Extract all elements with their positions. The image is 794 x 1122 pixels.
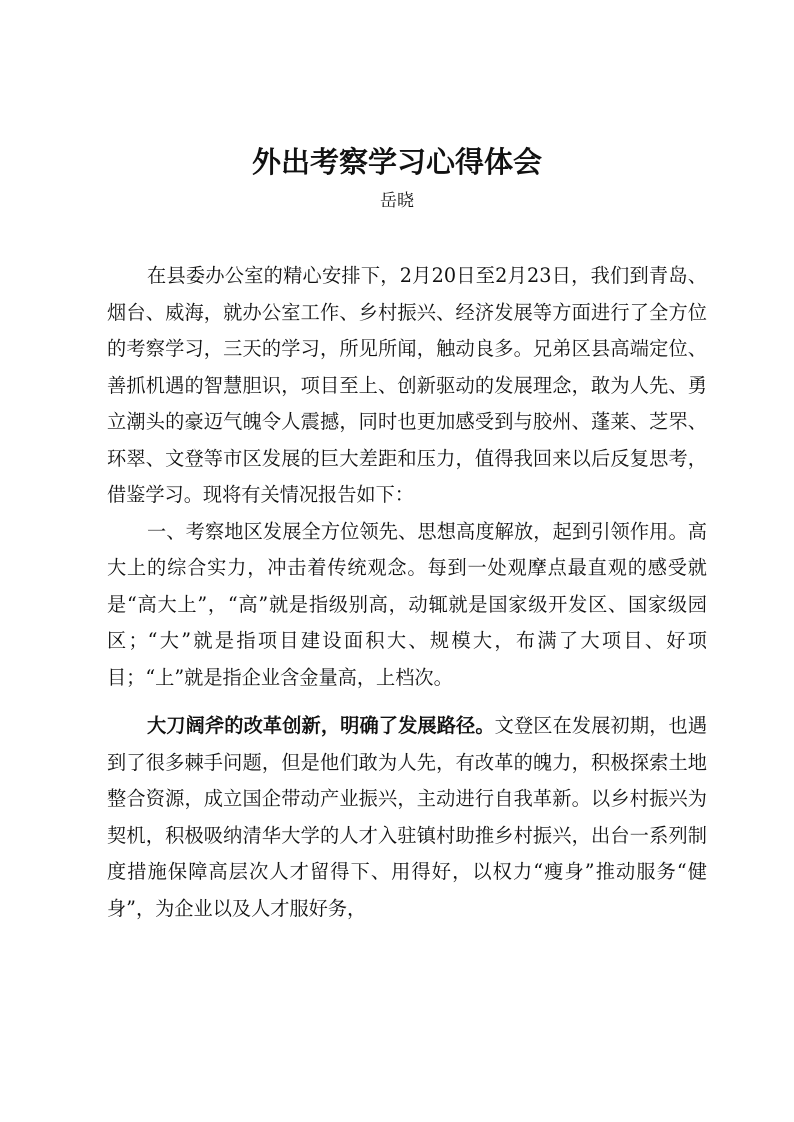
- paragraph-3-text: 文登区在发展初期，也遇到了很多棘手问题，但是他们敢为人先，有改革的魄力，积极探索土地整合资源，成立国企带动产业振兴，主动进行自我革新。以乡村振兴为契机，积极吸纳清华大学的人才入驻镇村助推乡村振兴，出台一系列制度措施保障高层次人才留得下、用得好，以权力“瘦身”推动服务“健身”，为企业以及人才服好务，: [107, 714, 708, 920]
- paragraph-1: [107, 258, 707, 514]
- paragraph-3: [107, 708, 707, 927]
- document-body: [107, 258, 707, 927]
- paragraph-2: [107, 514, 707, 697]
- document-title: 外出考察学习心得体会: [251, 145, 542, 179]
- paragraph-2-text: 一、考察地区发展全方位领先、思想高度解放，起到引领作用。高大上的综合实力，冲击着传统观念。每到一处观摩点最直观的感受就是“高大上”，“高”就是指级别高，动辄就是国家级开发区、国家级园区；“大”就是指项目建设面积大、规模大，布满了大项目、好项目；“上”就是指企业含金量高，上档次。: [107, 519, 707, 689]
- paragraph-3-lead: 大刀阔斧的改革创新，明确了发展路径。: [147, 714, 495, 737]
- paragraph-1-text: 在县委办公室的精心安排下，2月20日至2月23日，我们到青岛、烟台、威海，就办公室工作、乡村振兴、经济发展等方面进行了全方位的考察学习，三天的学习，所见所闻，触动良多。兄弟区县高端定位、善抓机遇的智慧胆识，项目至上、创新驱动的发展理念，敢为人先、勇立潮头的豪迈气魄令人震撼，同时也更加感受到与胶州、蓬莱、芝罘、环翠、文登等市区发展的巨大差距和压力，值得我回来以后反复思考，借鉴学习。现将有关情况报告如下：: [107, 264, 707, 506]
- document-author: 岳晓: [380, 191, 414, 211]
